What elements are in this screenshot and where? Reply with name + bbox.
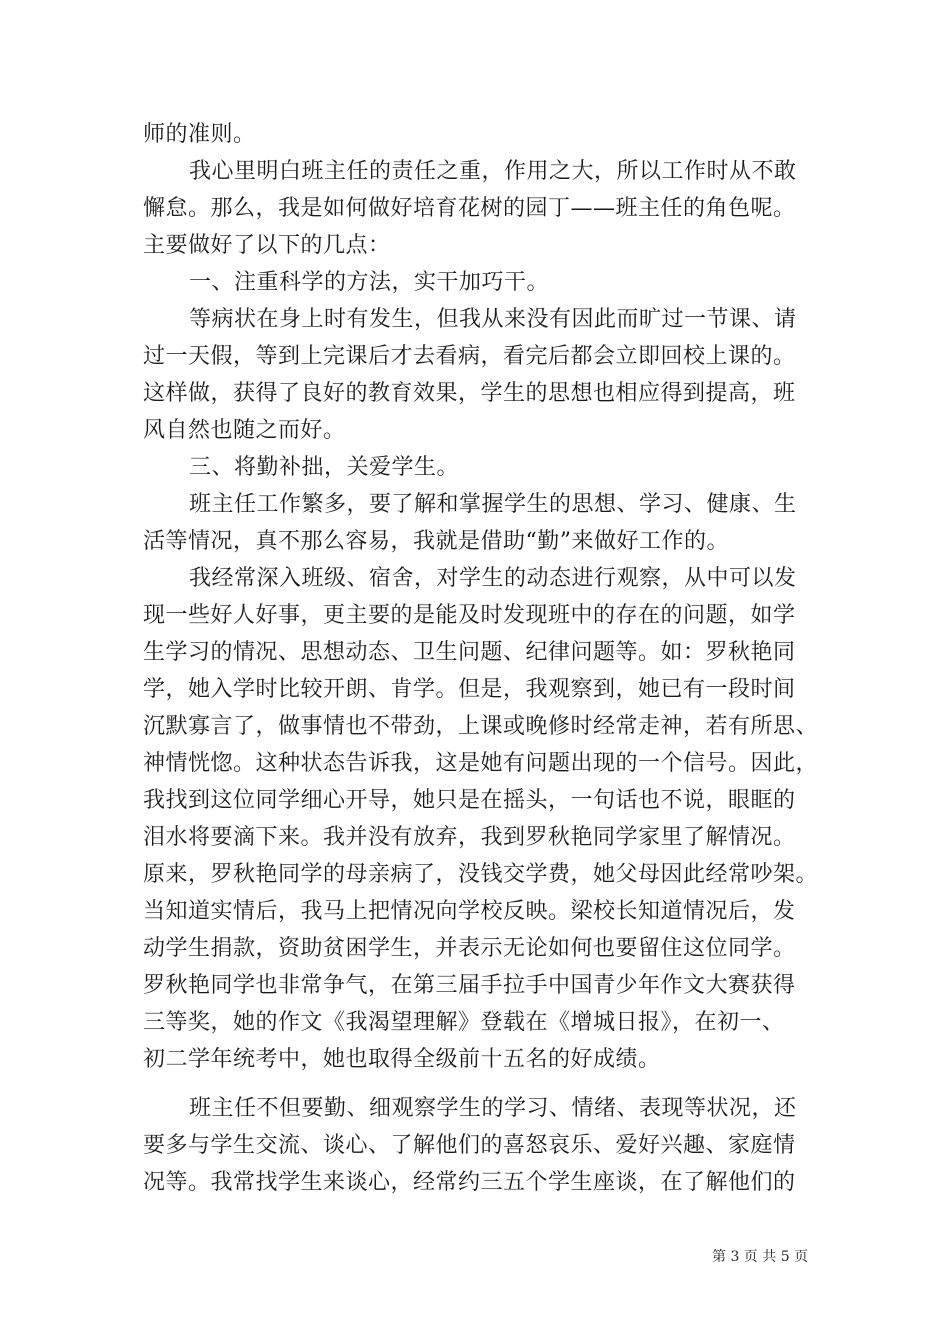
page-number: 第 3 页 共 5 页	[712, 1249, 809, 1265]
text-line: 动学生捐款，资助贫困学生，并表示无论如何也要留住这位同学。	[143, 936, 796, 961]
paragraph-spacer	[143, 1078, 810, 1090]
paragraph	[143, 264, 810, 301]
text-line: 要多与学生交流、谈心、了解他们的喜怒哀乐、爱好兴趣、家庭情	[143, 1133, 796, 1158]
text-line: 原来，罗秋艳同学的母亲病了，没钱交学费，她父母因此经常吵架。	[143, 862, 819, 887]
text-line: 况等。我常找学生来谈心，经常约三五个学生座谈，在了解他们的	[143, 1170, 796, 1195]
text-line: 泪水将要滴下来。我并没有放弃，我到罗秋艳同学家里了解情况。	[143, 825, 796, 850]
text-line: 现一些好人好事，更主要的是能及时发现班中的存在的问题，如学	[143, 603, 796, 628]
text-line: 生学习的情况、思想动态、卫生问题、纪律问题等。如：罗秋艳同	[143, 640, 796, 665]
text-line: 班主任不但要勤、细观察学生的学习、情绪、表现等状况，还	[189, 1096, 797, 1121]
paragraph	[143, 116, 810, 153]
text-line: 罗秋艳同学也非常争气，在第三届手拉手中国青少年作文大赛获得	[143, 973, 796, 998]
text-line: 师的准则。	[143, 122, 256, 147]
text-line: 我经常深入班级、宿舍，对学生的动态进行观察，从中可以发	[189, 566, 797, 591]
text-line: 三等奖，她的作文《我渴望理解》登载在《增城日报》，在初一、	[143, 1010, 785, 1035]
text-line: 神情恍惚。这种状态告诉我，这是她有问题出现的一个信号。因此，	[143, 751, 819, 776]
text-line: 懈怠。那么，我是如何做好培育花树的园丁——班主任的角色呢。	[143, 196, 796, 221]
text-line: 班主任工作繁多，要了解和掌握学生的思想、学习、健康、生	[189, 492, 797, 517]
paragraph	[143, 1090, 810, 1201]
text-line: 一、注重科学的方法，实干加巧干。	[189, 270, 550, 295]
text-line: 学，她入学时比较开朗、肯学。但是，我观察到，她已有一段时间	[143, 677, 796, 702]
text-line: 我找到这位同学细心开导，她只是在摇头，一句话也不说，眼眶的	[143, 788, 796, 813]
text-line: 我心里明白班主任的责任之重，作用之大，所以工作时从不敢	[189, 159, 797, 184]
body-text	[143, 116, 819, 1201]
text-line: 主要做好了以下的几点：	[143, 233, 391, 258]
text-line: 这样做，获得了良好的教育效果，学生的思想也相应得到提高，班	[143, 381, 796, 406]
text-line: 三、将勤补拙，关爱学生。	[189, 455, 460, 480]
paragraph	[143, 153, 810, 264]
text-line: 活等情况，真不那么容易，我就是借助“勤”来做好工作的。	[143, 529, 729, 554]
text-line: 过一天假，等到上完课后才去看病，看完后都会立即回校上课的。	[143, 344, 796, 369]
paragraph	[143, 449, 810, 486]
text-line: 当知道实情后，我马上把情况向学校反映。梁校长知道情况后，发	[143, 899, 796, 924]
paragraph	[143, 560, 819, 1078]
text-line: 风自然也随之而好。	[143, 418, 346, 443]
text-line: 初二学年统考中，她也取得全级前十五名的好成绩。	[143, 1047, 661, 1072]
text-line: 沉默寡言了，做事情也不带劲，上课或晚修时经常走神，若有所思、	[143, 714, 819, 739]
paragraph	[143, 301, 810, 449]
text-line: 等病状在身上时有发生，但我从来没有因此而旷过一节课、请	[189, 307, 797, 332]
paragraph	[143, 486, 810, 560]
